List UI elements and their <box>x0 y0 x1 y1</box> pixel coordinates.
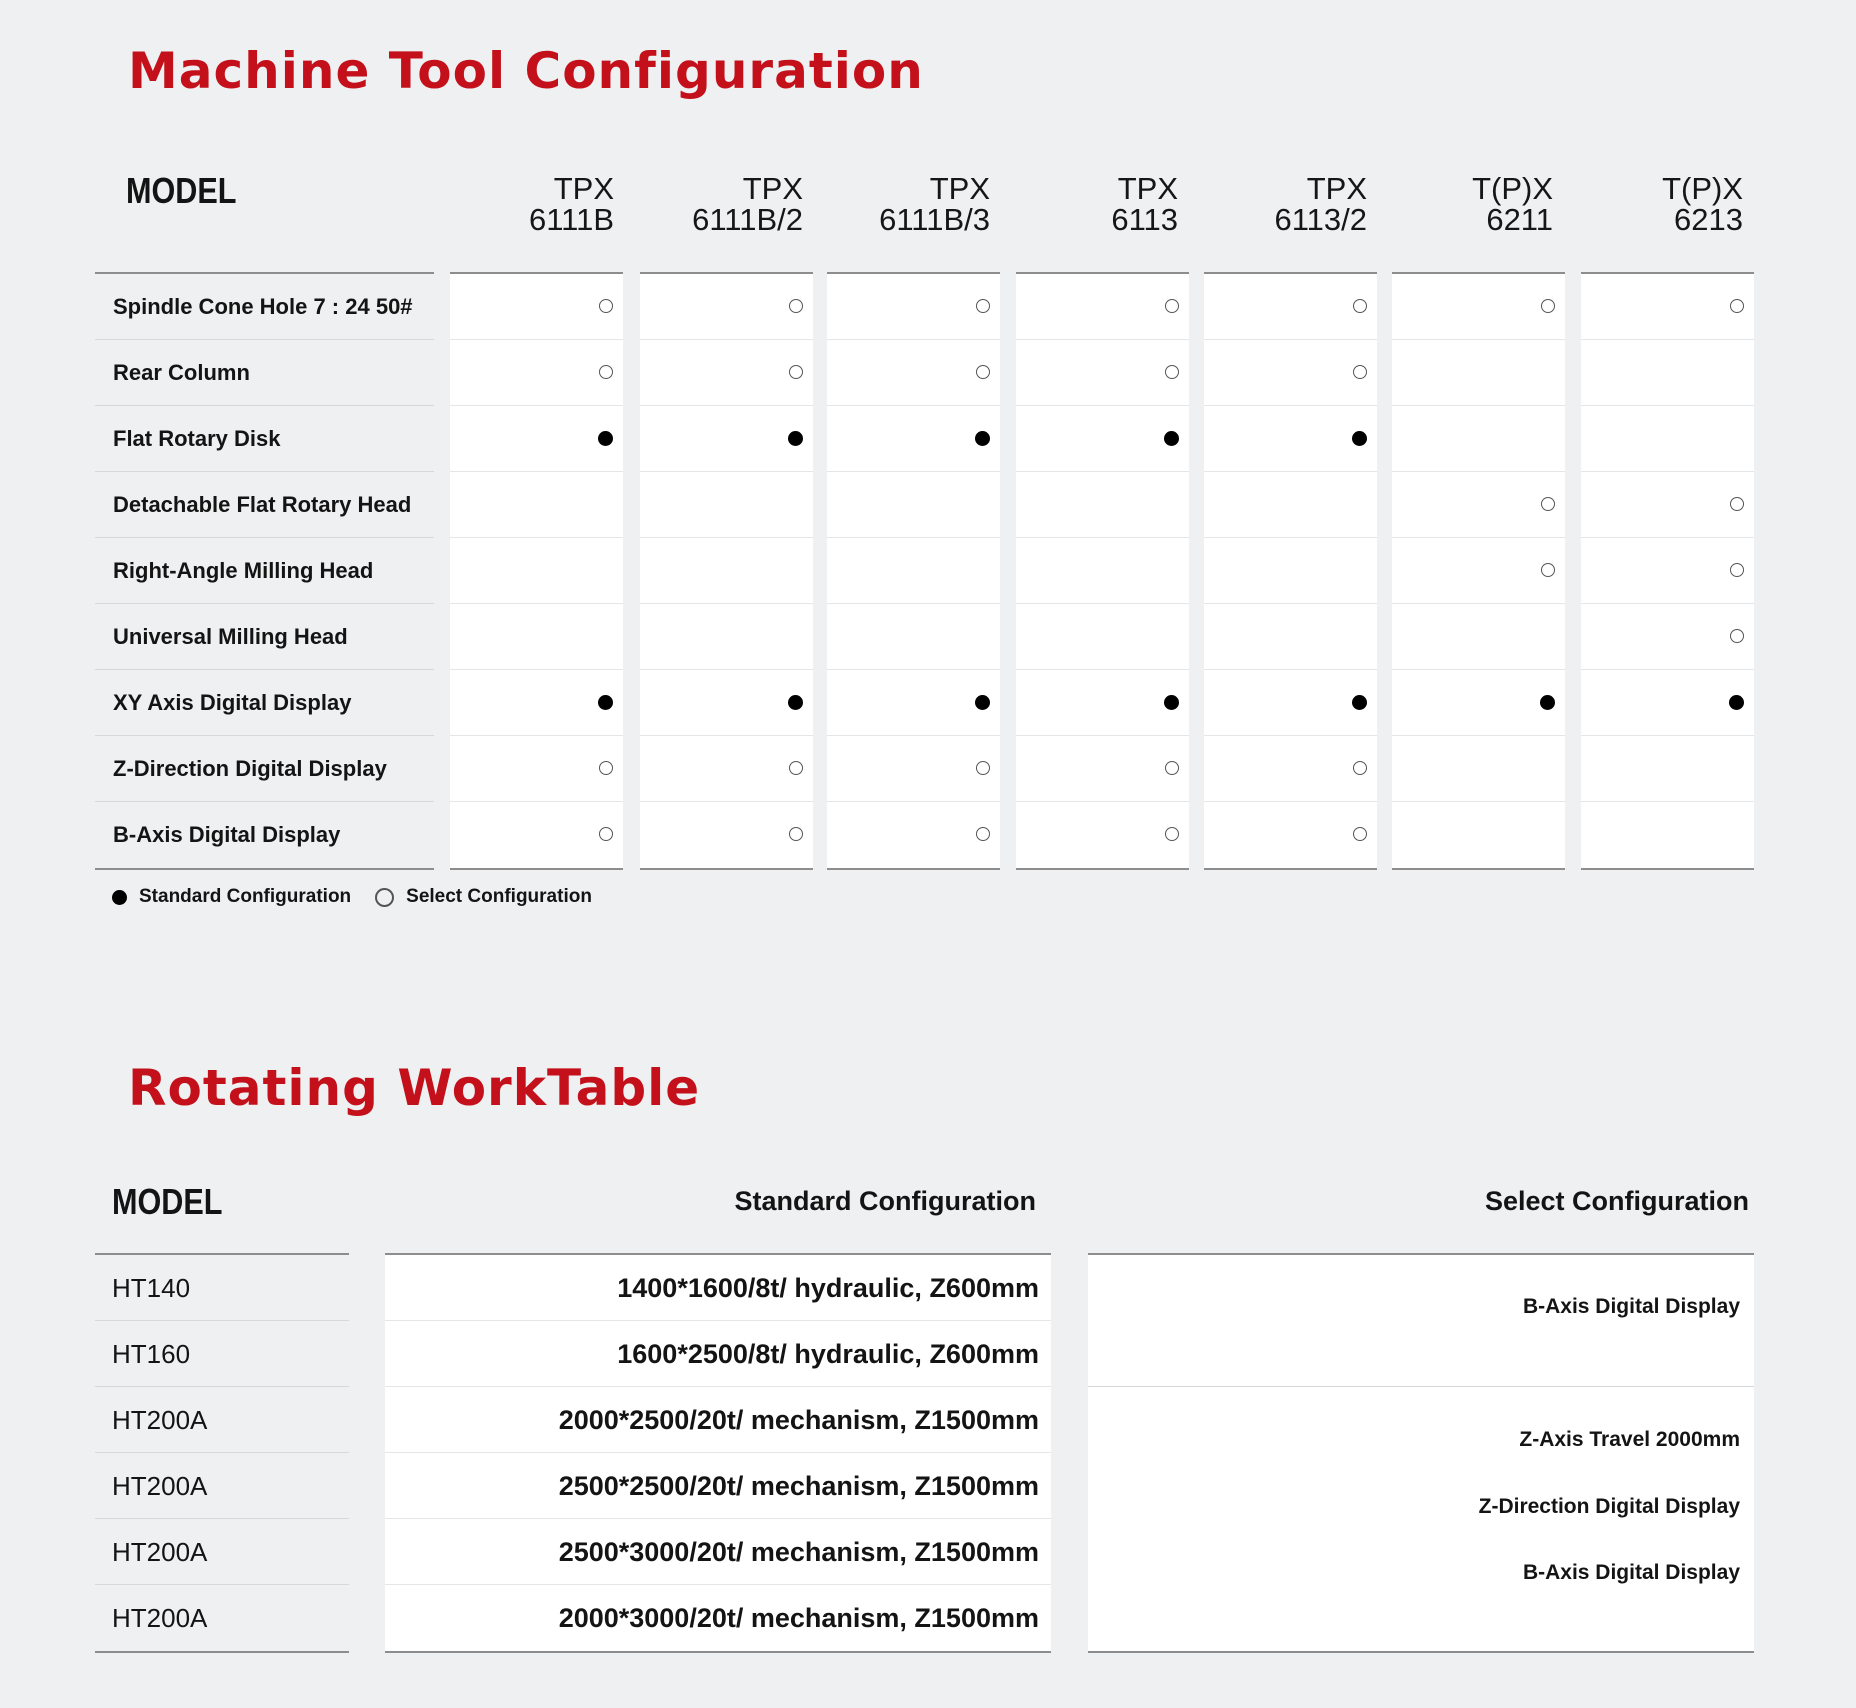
config-cell <box>1016 736 1189 802</box>
standard-dot-icon <box>1352 431 1367 446</box>
config-cell <box>640 340 813 406</box>
rw-standard-cell: 1400*1600/8t/ hydraulic, Z600mm <box>385 1255 1051 1321</box>
model-column-5 <box>1392 272 1565 870</box>
model-header-2 <box>790 173 990 235</box>
model-column-6 <box>1581 272 1754 870</box>
select-circle-icon <box>599 299 613 313</box>
config-cell <box>450 604 623 670</box>
standard-dot-icon <box>975 431 990 446</box>
legend-standard-label: Standard Configuration <box>139 886 352 907</box>
rw-select-group <box>1088 1255 1754 1387</box>
config-cell <box>1392 604 1565 670</box>
rw-select-item: Z-Axis Travel 2000mm <box>1519 1428 1740 1451</box>
model-header-0 <box>414 173 614 235</box>
select-circle-icon <box>976 827 990 841</box>
select-circle-icon <box>1165 299 1179 313</box>
config-cell <box>450 274 623 340</box>
config-cell <box>1392 472 1565 538</box>
select-circle-icon <box>1165 365 1179 379</box>
config-cell <box>1204 670 1377 736</box>
config-cell <box>1204 340 1377 406</box>
rw-select-item: Z-Direction Digital Display <box>1478 1495 1740 1518</box>
model-header-line1: T(P)X <box>1662 171 1743 206</box>
model-header-line2: 6211 <box>1486 202 1553 237</box>
select-circle-icon <box>1165 827 1179 841</box>
config-cell <box>1204 406 1377 472</box>
config-cell <box>1392 340 1565 406</box>
model-header-line2: 6213 <box>1674 202 1743 237</box>
config-cell <box>1204 538 1377 604</box>
standard-dot-icon <box>788 695 803 710</box>
rw-model-cell: HT160 <box>95 1321 349 1387</box>
config-cell <box>1581 472 1754 538</box>
config-cell <box>640 538 813 604</box>
feature-label: Universal Milling Head <box>95 604 434 670</box>
config-cell <box>1016 802 1189 868</box>
config-cell <box>827 406 1000 472</box>
config-cell <box>1581 802 1754 868</box>
standard-dot-icon <box>1540 695 1555 710</box>
select-circle-icon <box>599 365 613 379</box>
model-header-line1: TPX <box>1117 171 1178 206</box>
feature-label: Spindle Cone Hole 7 : 24 50# <box>95 274 434 340</box>
standard-config-header: Standard Configuration <box>734 1186 1036 1216</box>
standard-dot-icon <box>1352 695 1367 710</box>
model-header-line2: 6111B/3 <box>879 202 990 237</box>
select-circle-icon <box>1730 629 1744 643</box>
config-cell <box>1016 538 1189 604</box>
select-circle-icon <box>1353 299 1367 313</box>
legend-select-label: Select Configuration <box>406 886 592 907</box>
select-circle-icon <box>1353 761 1367 775</box>
config-cell <box>640 604 813 670</box>
config-cell <box>450 538 623 604</box>
model-column-0 <box>450 272 623 870</box>
config-cell <box>1016 274 1189 340</box>
rw-model-column <box>95 1253 349 1653</box>
rotating-worktable-title: Rotating WorkTable <box>128 1059 701 1117</box>
config-cell <box>640 472 813 538</box>
standard-dot-icon <box>598 695 613 710</box>
config-cell <box>1392 736 1565 802</box>
model-column-2 <box>827 272 1000 870</box>
rw-standard-cell: 2500*2500/20t/ mechanism, Z1500mm <box>385 1453 1051 1519</box>
select-circle-icon <box>1165 761 1179 775</box>
feature-label: Flat Rotary Disk <box>95 406 434 472</box>
rw-model-cell: HT140 <box>95 1255 349 1321</box>
rw-standard-cell: 2000*3000/20t/ mechanism, Z1500mm <box>558 1603 1039 1633</box>
config-cell <box>1204 472 1377 538</box>
config-cell <box>1016 406 1189 472</box>
select-config-header: Select Configuration <box>1484 1186 1749 1216</box>
model-header-4 <box>1167 173 1367 235</box>
config-cell <box>827 736 1000 802</box>
model-column-4 <box>1204 272 1377 870</box>
config-cell <box>827 340 1000 406</box>
model-column-3 <box>1016 272 1189 870</box>
select-circle-icon <box>976 761 990 775</box>
select-circle-icon <box>789 299 803 313</box>
config-cell <box>1392 802 1565 868</box>
feature-label: Rear Column <box>95 340 434 406</box>
select-circle-icon <box>976 365 990 379</box>
config-cell <box>1581 670 1754 736</box>
feature-label: XY Axis Digital Display <box>95 670 434 736</box>
config-cell <box>450 670 623 736</box>
select-circle-icon <box>599 827 613 841</box>
select-circle-icon <box>789 365 803 379</box>
config-cell <box>827 538 1000 604</box>
feature-label-column <box>95 272 434 870</box>
config-cell <box>1204 736 1377 802</box>
config-cell <box>1581 736 1754 802</box>
standard-dot-icon <box>1164 695 1179 710</box>
standard-dot-icon <box>788 431 803 446</box>
rw-standard-cell: 2500*3000/20t/ mechanism, Z1500mm <box>385 1519 1051 1585</box>
model-header-line1: TPX <box>742 171 803 206</box>
config-cell <box>827 604 1000 670</box>
select-circle-icon <box>1730 563 1744 577</box>
standard-dot-icon <box>1164 431 1179 446</box>
config-cell <box>827 472 1000 538</box>
config-cell <box>450 406 623 472</box>
config-cell <box>1581 406 1754 472</box>
config-cell <box>1392 406 1565 472</box>
config-cell <box>640 274 813 340</box>
select-circle-icon <box>1541 299 1555 313</box>
standard-dot-icon <box>975 695 990 710</box>
config-cell <box>1392 274 1565 340</box>
config-cell <box>640 802 813 868</box>
select-circle-icon <box>1730 497 1744 511</box>
rw-select-group <box>1088 1387 1754 1651</box>
config-cell <box>450 736 623 802</box>
model-header-5 <box>1353 173 1553 235</box>
rw-select-column <box>1088 1253 1754 1653</box>
config-cell <box>827 274 1000 340</box>
config-cell <box>1016 670 1189 736</box>
rw-model-cell: HT200A <box>95 1453 349 1519</box>
config-cell <box>640 406 813 472</box>
config-cell <box>1581 604 1754 670</box>
model-column-1 <box>640 272 813 870</box>
config-cell <box>1016 604 1189 670</box>
select-circle-icon <box>976 299 990 313</box>
select-circle-icon <box>1541 563 1555 577</box>
select-circle-icon <box>789 761 803 775</box>
model-header-line2: 6111B <box>528 202 614 237</box>
config-cell <box>1016 472 1189 538</box>
model-label: MODEL <box>126 170 237 211</box>
standard-dot-icon <box>112 890 127 905</box>
config-cell <box>1392 670 1565 736</box>
select-circle-icon <box>789 827 803 841</box>
model-header-3 <box>978 173 1178 235</box>
rw-standard-cell: 1600*2500/8t/ hydraulic, Z600mm <box>385 1321 1051 1387</box>
model-header-line2: 6111B/2 <box>692 202 803 237</box>
config-cell <box>640 670 813 736</box>
machine-tool-title: Machine Tool Configuration <box>128 42 924 100</box>
config-cell <box>827 802 1000 868</box>
config-cell <box>1204 802 1377 868</box>
config-cell <box>450 340 623 406</box>
config-cell <box>1581 538 1754 604</box>
select-circle-icon <box>375 888 394 907</box>
select-circle-icon <box>1541 497 1555 511</box>
model-header-line2: 6113 <box>1111 202 1178 237</box>
rw-model-cell: HT200A <box>112 1603 208 1633</box>
select-circle-icon <box>1730 299 1744 313</box>
rw-model-cell: HT200A <box>95 1387 349 1453</box>
model-header-1 <box>603 173 803 235</box>
legend <box>112 886 616 908</box>
feature-label: B-Axis Digital Display <box>113 822 341 847</box>
select-circle-icon <box>599 761 613 775</box>
rw-model-label: MODEL <box>112 1181 223 1222</box>
model-header-line1: TPX <box>553 171 614 206</box>
model-header-6 <box>1543 173 1743 235</box>
model-header-line1: TPX <box>1306 171 1367 206</box>
config-cell <box>1581 340 1754 406</box>
model-header-line1: TPX <box>929 171 990 206</box>
model-header-line1: T(P)X <box>1472 171 1553 206</box>
config-cell <box>1581 274 1754 340</box>
rw-standard-cell: 2000*2500/20t/ mechanism, Z1500mm <box>385 1387 1051 1453</box>
select-circle-icon <box>1353 827 1367 841</box>
feature-label: Right-Angle Milling Head <box>95 538 434 604</box>
config-cell <box>450 802 623 868</box>
config-cell <box>1016 340 1189 406</box>
select-circle-icon <box>1353 365 1367 379</box>
config-cell <box>450 472 623 538</box>
feature-label: Z-Direction Digital Display <box>95 736 434 802</box>
model-header-line2: 6113/2 <box>1274 202 1367 237</box>
feature-label: Detachable Flat Rotary Head <box>95 472 434 538</box>
config-cell <box>1204 604 1377 670</box>
config-cell <box>1204 274 1377 340</box>
rw-standard-column <box>385 1253 1051 1653</box>
rw-model-cell: HT200A <box>95 1519 349 1585</box>
config-cell <box>827 670 1000 736</box>
rw-select-item: B-Axis Digital Display <box>1522 1561 1740 1584</box>
standard-dot-icon <box>1729 695 1744 710</box>
standard-dot-icon <box>598 431 613 446</box>
config-cell <box>1392 538 1565 604</box>
rw-select-item: B-Axis Digital Display <box>1522 1295 1740 1318</box>
config-cell <box>640 736 813 802</box>
